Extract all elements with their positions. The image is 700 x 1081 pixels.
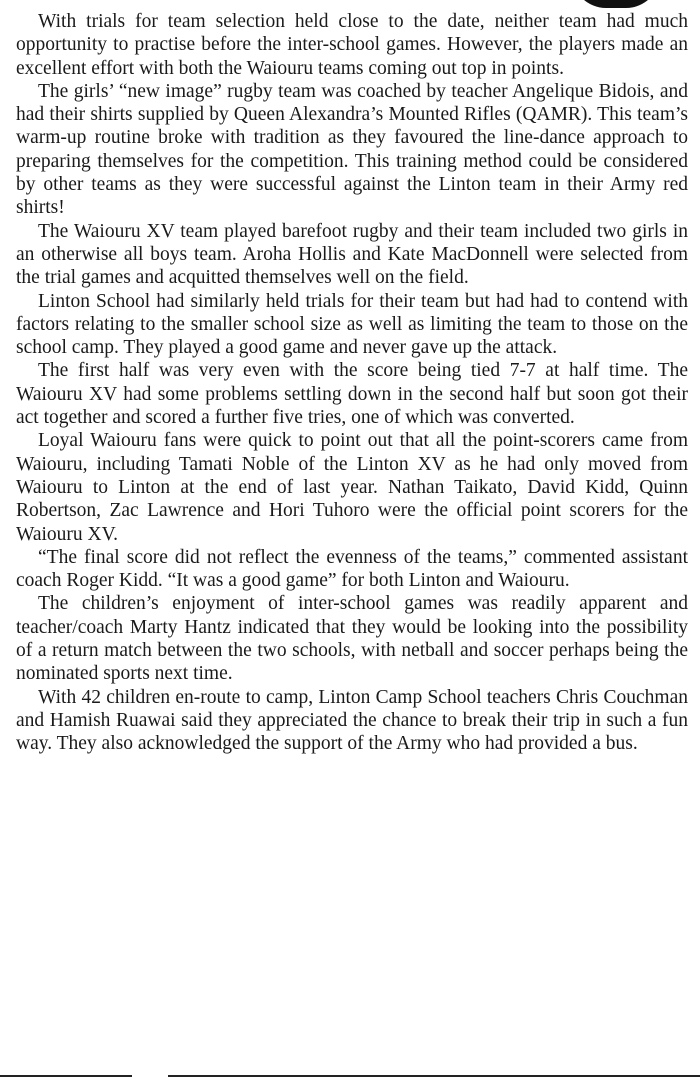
paragraph-camp: With 42 children en-route to camp, Linton Camp School teachers Chris Couchman and Hamish Ruawai said they appreciated the chance to break their trip in such a fun way. They also acknowledged the support of the Army who had provided a bus. bbox=[16, 686, 688, 755]
paragraph-linton-school: Linton School had similarly held trials for their team but had had to contend with factors relating to the smaller school size as well as limiting the team to those on the school camp. They played a good game and never gave up the attack. bbox=[16, 290, 688, 359]
paragraph-waiouru-xv: The Waiouru XV team played barefoot rugby and their team included two girls in an otherwise all boys team. Aroha Hollis and Kate MacDonnell were selected from the trial games and acquitted themselves well on the field. bbox=[16, 220, 688, 289]
paragraph-girls-team: The girls’ “new image” rugby team was coached by teacher Angelique Bidois, and had their shirts supplied by Queen Alexandra’s Mounted Rifles (QAMR). This team’s warm-up routine broke with tradition as they favoured the line-dance approach to preparing themselves for the competition. This training method could be considered by other teams as they were successful against the Linton team in their Army red shirts! bbox=[16, 80, 688, 219]
article-body bbox=[16, 10, 688, 756]
column-rule-right bbox=[168, 1075, 700, 1077]
column-rule-left bbox=[0, 1075, 132, 1077]
paragraph-enjoyment: The children’s enjoyment of inter-school games was readily apparent and teacher/coach Marty Hantz indicated that they would be looking into the possibility of a return match between the two schools, with netball and soccer perhaps being the nominated sports next time. bbox=[16, 593, 688, 685]
paragraph-point-scorers: Loyal Waiouru fans were quick to point out that all the point-scorers came from Waiouru, including Tamati Noble of the Linton XV as he had only moved from Waiouru to Linton at the end of last year. Nathan Taikato, David Kidd, Quinn Robertson, Zac Lawrence and Hori Tuhoro were the official point scorers for the Waiouru XV. bbox=[16, 430, 688, 545]
paragraph-first-half: The first half was very even with the score being tied 7-7 at half time. The Waiouru XV had some problems settling down in the second half but soon got their act together and scored a further five tries, one of which was converted. bbox=[16, 360, 688, 429]
headline-fragment bbox=[572, 0, 660, 8]
paragraph-trials: With trials for team selection held close to the date, neither team had much opportunity to practise before the inter-school games. However, the players made an excellent effort with both the Waiouru teams coming out top in points. bbox=[16, 11, 688, 79]
paragraph-coach-quote: “The final score did not reflect the evenness of the teams,” commented assistant coach Roger Kidd. “It was a good game” for both Linton and Waiouru. bbox=[16, 546, 688, 592]
